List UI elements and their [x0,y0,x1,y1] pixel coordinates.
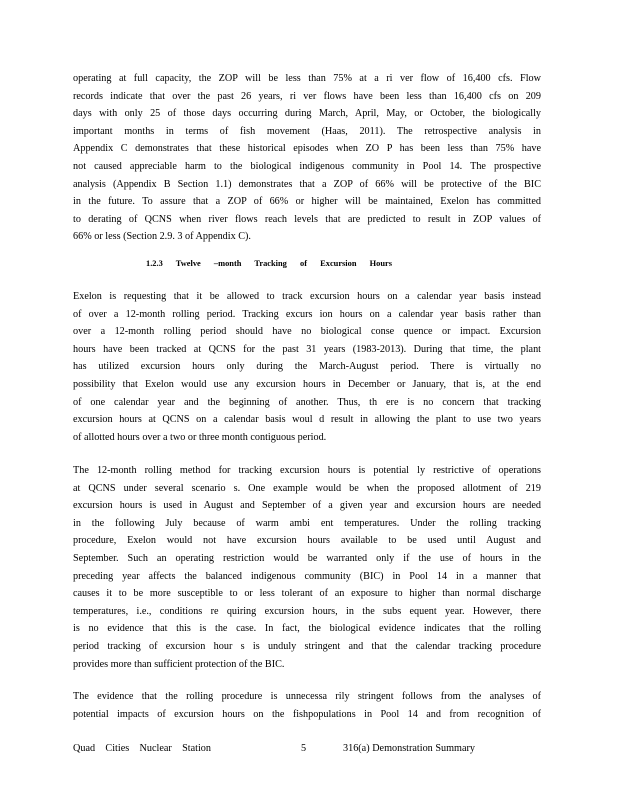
section-heading: 1.2.3 Twelve –month Tracking of Excursion Hours [146,259,392,268]
text-line: hours have been tracked at QCNS for the past 31 years (1983-2013). During that time, the plant [73,343,541,355]
text-line: in the future. To assure that a ZOP of 66% or higher will be maintained, Exelon has committed [73,196,541,208]
text-line: Exelon is requesting that it be allowed to track excursion hours on a calendar year basis instead [73,291,541,302]
text-line: preceding year affects the balanced indigenous community (BIC) in Pool 14 in a manner that [73,570,541,582]
text-line: temperatures, i.e., conditions re quiring excursion hours, in the subs equent year. However, there [73,605,541,617]
text-line: causes it to be more susceptible to or less tolerant of an exposure to higher than normal discharge [73,588,541,600]
footer-station-name: Quad Cities Nuclear Station [73,743,211,754]
footer-document-title: 316(a) Demonstration Summary [343,743,475,754]
paragraph-rolling-method [73,462,541,673]
text-line: days with only 25 of those days occurring during March, April, May, or October, the biologically [73,108,541,120]
text-line: of one calendar year and the beginning of another. Thus, th ere is no concern that tracking [73,396,541,408]
text-line: over a 12-month rolling period should have no biological conse quence or impact. Excursion [73,326,541,338]
text-line: not caused appreciable harm to the biological indigenous community in Pool 14. The prospective [73,160,541,172]
paragraph-evidence [73,688,541,723]
text-line: in the following July because of warm ambi ent temperatures. Under the rolling tracking [73,517,541,529]
text-line: procedure, Exelon would not have excursion hours available to be used until August and [73,535,541,547]
paragraph-calendar-tracking [73,288,541,446]
text-line: excursion hours is used in August and September of a given year and excursion hours are needed [73,500,541,512]
text-line: provides more than sufficient protection of the BIC. [73,658,285,670]
text-line: important months in terms of fish movement (Haas, 2011). The retrospective analysis in [73,125,541,137]
text-line: The evidence that the rolling procedure is unnecessa rily stringent follows from the analyses of [73,691,541,702]
text-line: analysis (Appendix B Section 1.1) demonstrates that a ZOP of 66% will be protective of the BIC [73,178,541,190]
text-line: operating at full capacity, the ZOP will be less than 75% at a ri ver flow of 16,400 cfs. Flow [73,73,541,84]
text-line: records indicate that over the past 26 years, ri ver flows have been less than 16,400 cfs on 209 [73,90,541,102]
text-line: of allotted hours over a two or three month contiguous period. [73,431,327,443]
text-line: possibility that Exelon would use any excursion hours in December or January, that is, at the end [73,378,541,390]
text-line: to derating of QCNS when river flows reach levels that are predicted to result in ZOP values of [73,213,541,225]
text-line: 66% or less (Section 2.9. 3 of Appendix C). [73,231,251,243]
footer-page-number: 5 [301,743,307,754]
text-line: at QCNS under several scenario s. One example would be when the proposed allotment of 219 [73,482,541,494]
paragraph-zop-flow [73,70,541,246]
text-line: Appendix C demonstrates that these historical episodes when ZO P has been less than 75% have [73,143,541,155]
text-line: The 12-month rolling method for tracking excursion hours is potential ly restrictive of operations [73,465,541,476]
text-line: excursion hours at QCNS on a calendar basis woul d result in allowing the plant to use two years [73,414,541,426]
text-line: September. Such an operating restriction would be warranted only if the use of hours in the [73,552,541,564]
text-line: period tracking of excursion hour s is unduly stringent and that the calendar tracking procedure [73,640,541,652]
text-line: is no evidence that this is the case. In fact, the biological evidence indicates that the rolling [73,623,541,635]
text-line: has utilized excursion hours only during the March-August period. There is virtually no [73,361,541,373]
text-line: potential impacts of excursion hours on the fishpopulations in Pool 14 and from recognition of [73,708,541,720]
text-line: of over a 12-month rolling period. Tracking excurs ion hours on a calendar year basis rather than [73,308,541,320]
